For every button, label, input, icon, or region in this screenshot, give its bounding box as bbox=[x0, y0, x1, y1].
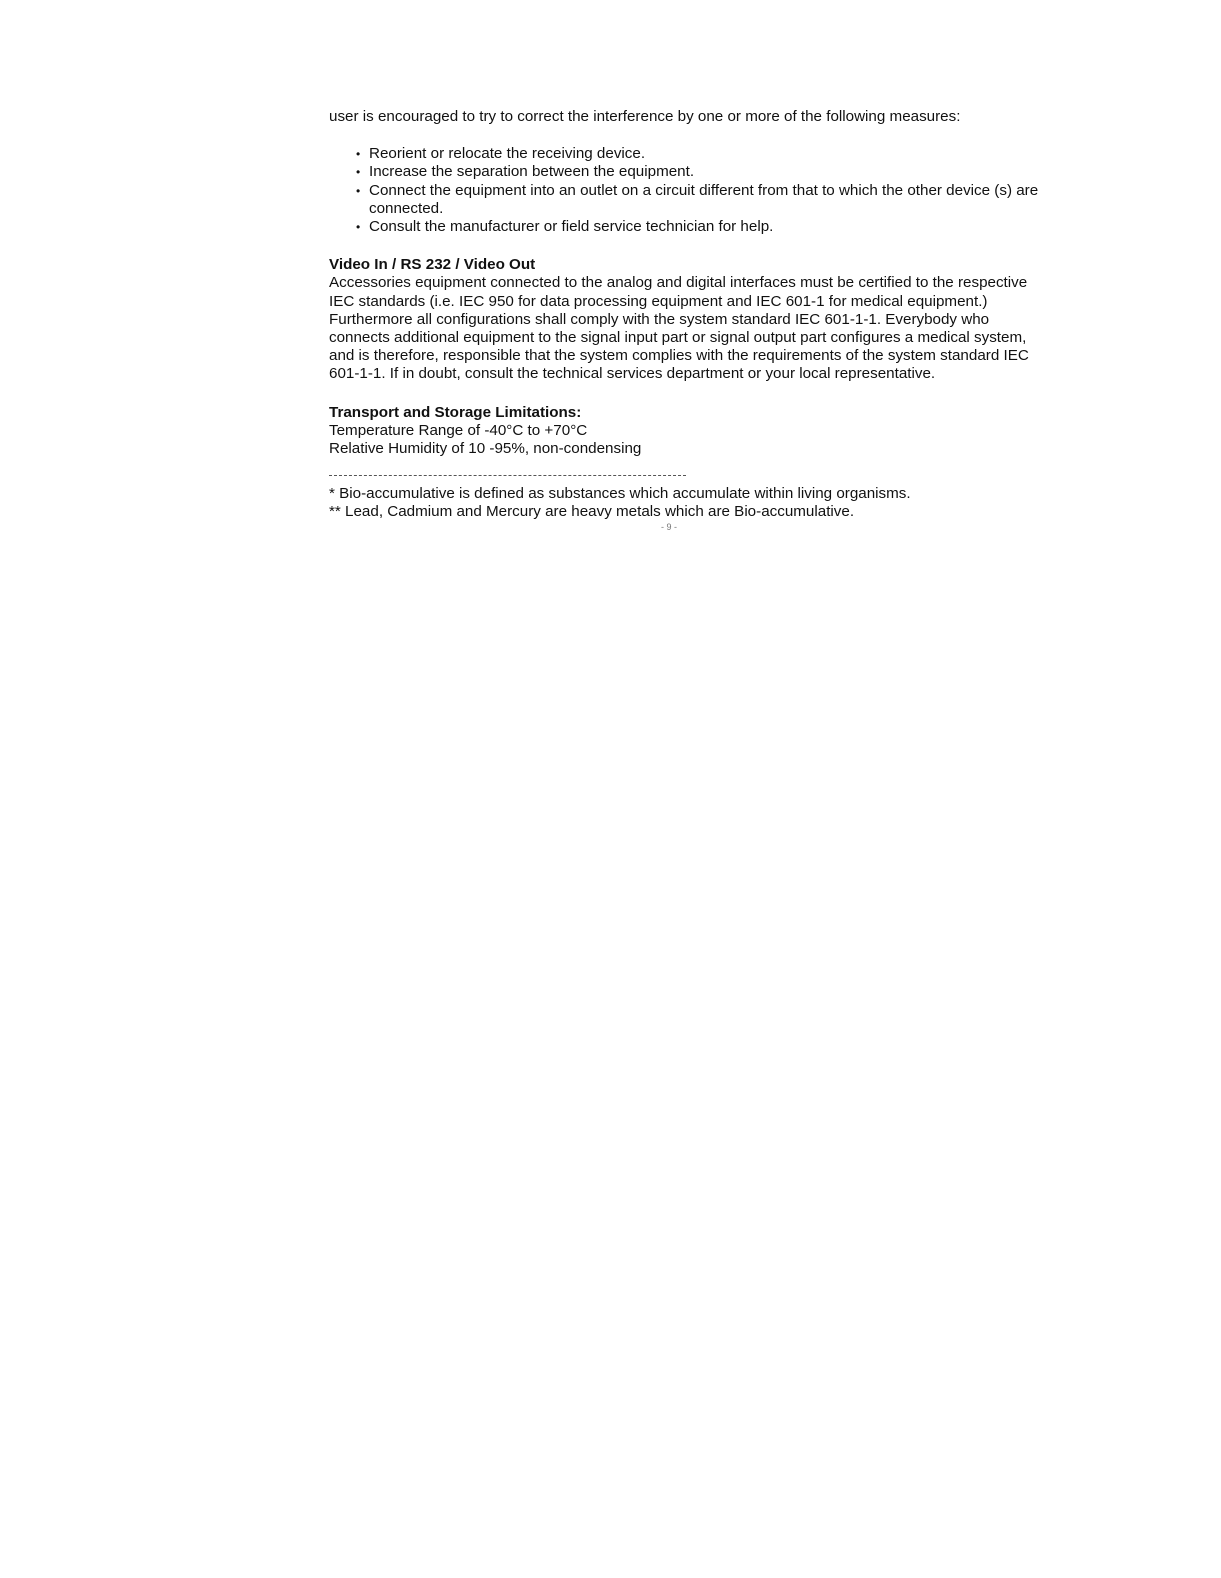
temperature-range-line: Temperature Range of -40°C to +70°C bbox=[329, 421, 588, 439]
list-item-text: Connect the equipment into an outlet on a circuit different from that to which the other device (s) are connected. bbox=[369, 181, 1039, 217]
bullet-icon: • bbox=[356, 183, 361, 198]
video-section-body: Accessories equipment connected to the analog and digital interfaces must be certified to the respective IEC standards (i.e. IEC 950 for data processing equipment and IEC 601-1 for medical equipment.) Furthermore all configurations shall comply with the system standard IEC 601-1-1. Everybody who connects additional equipment to the signal input part or signal output part configures a medical system, and is therefore, responsible that the system complies with the requirements of the system standard IEC 601-1-1. If in doubt, consult the technical services department or your local representative. bbox=[329, 274, 1029, 383]
list-item-text: Increase the separation between the equipment. bbox=[369, 163, 695, 181]
list-item bbox=[356, 218, 1049, 236]
video-section bbox=[329, 256, 1049, 383]
intro-paragraph: user is encouraged to try to correct the interference by one or more of the following measures: bbox=[329, 108, 961, 125]
measures-list bbox=[329, 145, 1049, 236]
bullet-icon: • bbox=[356, 220, 361, 235]
humidity-line: Relative Humidity of 10 -95%, non-condensing bbox=[329, 440, 642, 458]
page-number: - 9 - bbox=[661, 521, 678, 532]
footnotes bbox=[329, 485, 1049, 521]
list-item-text: Consult the manufacturer or field service technician for help. bbox=[369, 218, 774, 236]
list-item bbox=[356, 163, 1049, 181]
list-item bbox=[356, 145, 1049, 163]
document-page bbox=[329, 108, 1049, 532]
footnote-heavy-metals: ** Lead, Cadmium and Mercury are heavy metals which are Bio-accumulative. bbox=[329, 503, 855, 521]
footnote-divider bbox=[329, 475, 686, 476]
list-item bbox=[356, 181, 1049, 218]
transport-section bbox=[329, 404, 1049, 459]
bullet-icon: • bbox=[356, 147, 361, 162]
bullet-icon: • bbox=[356, 165, 361, 180]
transport-section-heading: Transport and Storage Limitations: bbox=[329, 403, 582, 421]
list-item-text: Reorient or relocate the receiving device. bbox=[369, 145, 646, 163]
footnote-bio-accumulative: * Bio-accumulative is defined as substances which accumulate within living organisms. bbox=[329, 485, 911, 503]
video-section-heading: Video In / RS 232 / Video Out bbox=[329, 256, 536, 274]
